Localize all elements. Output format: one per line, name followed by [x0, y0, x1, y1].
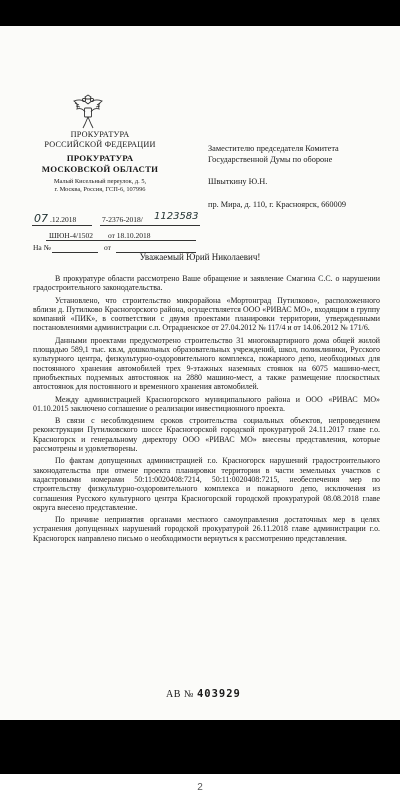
- paragraph: Между администрацией Красногорского муниципального района и ООО «РИВАС МО» 01.10.2015 заключено соглашение о реализации инвестиционного проекта.: [33, 394, 380, 413]
- document-page: [0, 26, 400, 720]
- agency-line1: ПРОКУРАТУРА: [70, 130, 130, 139]
- recipient-line2: Государственной Думы по обороне: [208, 154, 333, 164]
- paragraph: По фактам допущенных администрацией г.о. Красногорск нарушений градостроительного законодательства при отмене проекта планировки территории в части земельных участков с кадастровыми номерами 50:11:0020408:7214, 50:11:0020408:7215, необеспечения мер по строительству физкультурно-оздоровительного комплекса и пожарного депо, исключения из соглашения Русского культурного центра Красногорской городской прокуратурой 08.08.2018 главе округа внесено представление.: [33, 456, 380, 512]
- reg-number-printed: 7-2376-2018/: [102, 215, 143, 224]
- page-footer: [0, 774, 400, 800]
- agency-block: [40, 130, 160, 194]
- paragraph: В связи с несоблюдением сроков строительства социальных объектов, непроведением реконструкции Путилковского шоссе Красногорской городской прокуратурой 24.11.2017 главе г.о. Красногорск и генеральному директору ООО «РИВАС МО» внесены представления, которые рассмотрены и удовлетворены.: [33, 416, 380, 454]
- recipient-address: пр. Мира, д. 110, г. Красноярск, 660009: [208, 199, 346, 209]
- salutation: Уважаемый Юрий Николаевич!: [139, 252, 261, 262]
- address-line2: г. Москва, Россия, ГСП-6, 107996: [54, 186, 146, 193]
- form-serial: [166, 688, 241, 700]
- recipient-name: Швыткину Ю.Н.: [208, 177, 268, 186]
- paragraph: Данными проектами предусмотрено строительство 31 многоквартирного дома общей жилой площадью 589,1 тыс. кв.м, дошкольных образовательных учреждений, школ, поликлиники, Русского культурного центра, физкультурно-оздоровительного комплекса, пожарного депо, необходимых для постоянного хранения автомобилей трех 9-этажных наземных стоянок на 6075 машино-мест, приобъектных подземных автостоянок на 2880 машино-мест, а также размещение плоскостных автостоянок для постоянного и временного хранения автомобилей.: [33, 335, 380, 392]
- emblem-icon: [71, 94, 105, 130]
- paragraph: В прокуратуре области рассмотрено Ваше обращение и заявление Смагина С.С. о нарушении градостроительного законодательства.: [33, 274, 380, 293]
- date-handwritten: 07: [34, 212, 48, 225]
- agency-line4: МОСКОВСКОЙ ОБЛАСТИ: [41, 164, 159, 174]
- agency-line2: РОССИЙСКОЙ ФЕДЕРАЦИИ: [44, 140, 156, 149]
- reg-number-handwritten: 1123583: [154, 211, 199, 222]
- reg-line3-ot: от: [104, 243, 111, 252]
- reg-line2-number: ШЮН-4/1502: [49, 231, 94, 240]
- address-line1: Малый Кисельный переулок, д. 5,: [53, 178, 147, 185]
- top-black-bar: [0, 0, 400, 26]
- serial-number: 403929: [196, 688, 241, 700]
- paragraph: Установлено, что строительство микрорайона «Мортонград Путилково», расположенного вблизи д. Путилково Красногорского района, осуществляется ООО «РИВАС МО», входящим в группу компаний «ПИК», в соответствии с двумя проектами планировки территории, утвержденными постановлениями администрации с.п. Отрадненское от 27.04.2012 № 117/4 и от 14.06.2012 № 171/6.: [33, 295, 380, 333]
- letter-body: [33, 274, 380, 546]
- recipient-line1: Заместителю председателя Комитета: [208, 144, 339, 153]
- page-number: 2: [197, 782, 203, 793]
- reg-line3-na: На №: [33, 243, 51, 252]
- date-printed: .12.2018: [50, 215, 77, 224]
- serial-prefix: АВ №: [166, 689, 194, 700]
- reg-line2-date: от 18.10.2018: [108, 231, 151, 240]
- paragraph: По причине непринятия органами местного самоуправления достаточных мер в целях устранения допущенных нарушений городской прокуратурой 26.11.2018 главе администрации г.о. Красногорск направлено письмо о необходимости вернуться к рассмотрению представления.: [33, 515, 380, 543]
- agency-line3: ПРОКУРАТУРА: [66, 153, 134, 163]
- recipient-block: [208, 144, 393, 210]
- bottom-black-bar: [0, 720, 400, 774]
